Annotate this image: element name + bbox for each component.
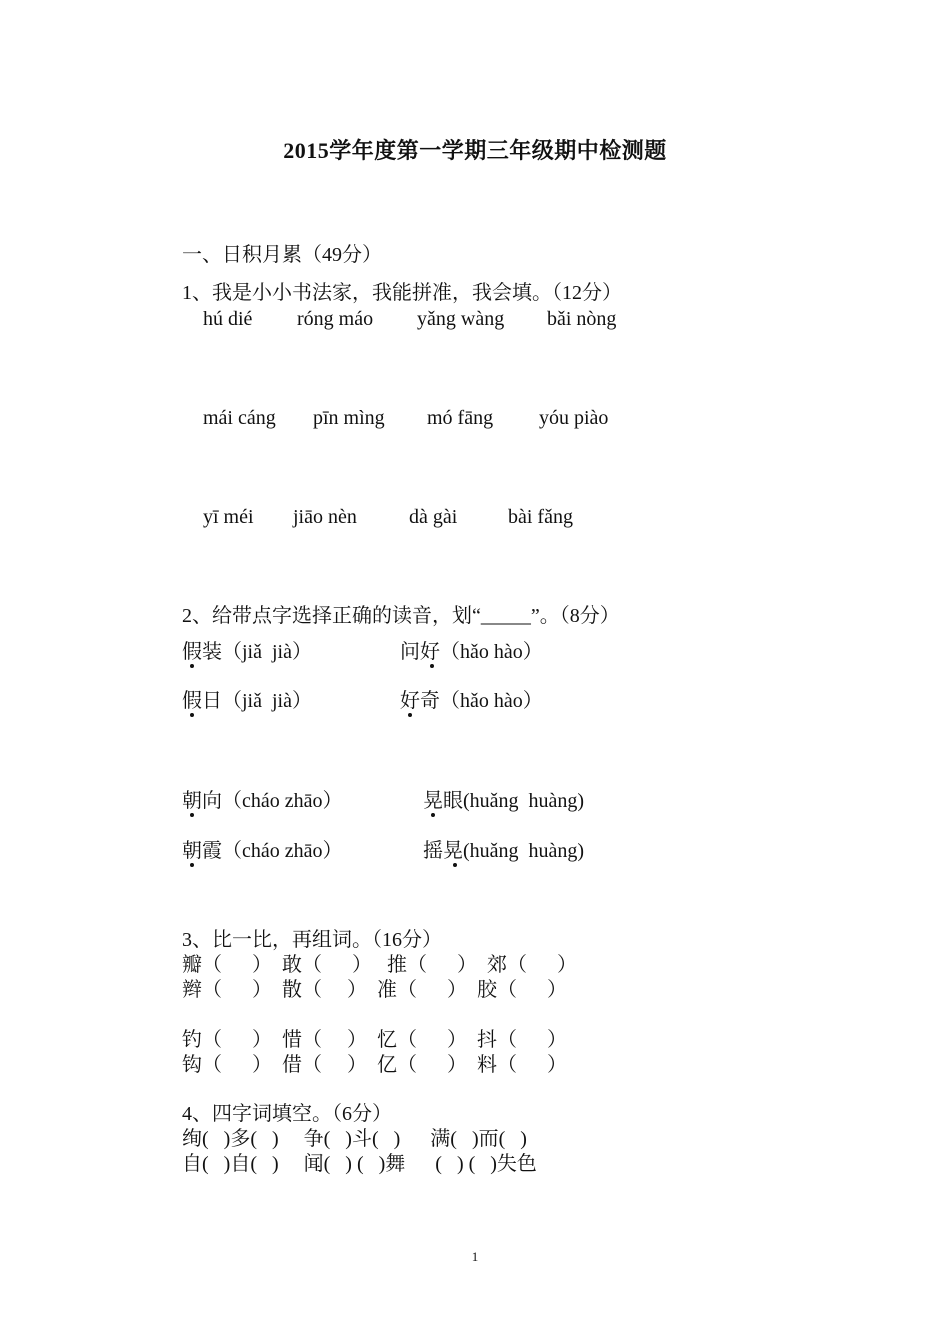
compare-words-row: 辫（ ） 散（ ） 准（ ） 胶（ ） xyxy=(182,979,567,1001)
page-number: 1 xyxy=(471,1249,479,1264)
page-title: 2015学年度第一学期三年级期中检测题 xyxy=(283,138,667,163)
compare-words-row: 瓣（ ） 敢（ ） 推（ ） 郊（ ） xyxy=(182,954,577,976)
reading-choice: 假装（jiǎ jià） xyxy=(182,641,312,663)
pinyin-item: dà gài xyxy=(409,506,458,528)
emphasis-dot xyxy=(430,664,434,668)
pinyin-item: bǎi nòng xyxy=(547,308,617,330)
compare-words-row: 钓（ ） 惜（ ） 忆（ ） 抖（ ） xyxy=(182,1029,567,1051)
compare-words-row: 钩（ ） 借（ ） 亿（ ） 料（ ） xyxy=(182,1054,567,1076)
idiom-fill-row: 自( )自( ) 闻( ) ( )舞 ( ) ( )失色 xyxy=(182,1153,537,1175)
emphasis-dot xyxy=(190,863,194,867)
reading-choice: 好奇（hǎo hào） xyxy=(400,690,543,712)
pinyin-item: hú dié xyxy=(203,308,253,330)
emphasis-dot xyxy=(190,813,194,817)
pinyin-item: yóu piào xyxy=(539,407,609,429)
question-4-heading: 4、四字词填空。（6分） xyxy=(182,1103,392,1125)
pinyin-item: jiāo nèn xyxy=(293,506,357,528)
reading-choice: 假日（jiǎ jià） xyxy=(182,690,312,712)
emphasis-dot xyxy=(190,713,194,717)
section-heading: 一、日积月累（49分） xyxy=(182,244,382,266)
pinyin-item: yǎng wàng xyxy=(417,308,505,330)
reading-choice: 朝霞（cháo zhāo） xyxy=(182,840,343,862)
emphasis-dot xyxy=(431,813,435,817)
pinyin-item: yī méi xyxy=(203,506,254,528)
idiom-fill-row: 绚( )多( ) 争( )斗( ) 满( )而( ) xyxy=(182,1128,527,1150)
emphasis-dot xyxy=(453,863,457,867)
question-2-heading: 2、给带点字选择正确的读音，划“_____”。（8分） xyxy=(182,605,620,627)
pinyin-item: róng máo xyxy=(297,308,374,330)
reading-choice: 问好（hǎo hào） xyxy=(400,641,543,663)
reading-choice: 晃眼(huǎng huàng) xyxy=(423,790,585,812)
emphasis-dot xyxy=(190,664,194,668)
question-1-heading: 1、我是小小书法家，我能拼准，我会填。（12分） xyxy=(182,282,622,304)
emphasis-dot xyxy=(408,713,412,717)
question-3-heading: 3、比一比，再组词。（16分） xyxy=(182,929,442,951)
pinyin-item: pīn mìng xyxy=(313,407,385,429)
pinyin-item: mái cáng xyxy=(203,407,276,429)
pinyin-item: mó fāng xyxy=(427,407,494,429)
reading-choice: 朝向（cháo zhāo） xyxy=(182,790,343,812)
pinyin-item: bài fǎng xyxy=(508,506,573,528)
reading-choice: 摇晃(huǎng huàng) xyxy=(423,840,585,862)
